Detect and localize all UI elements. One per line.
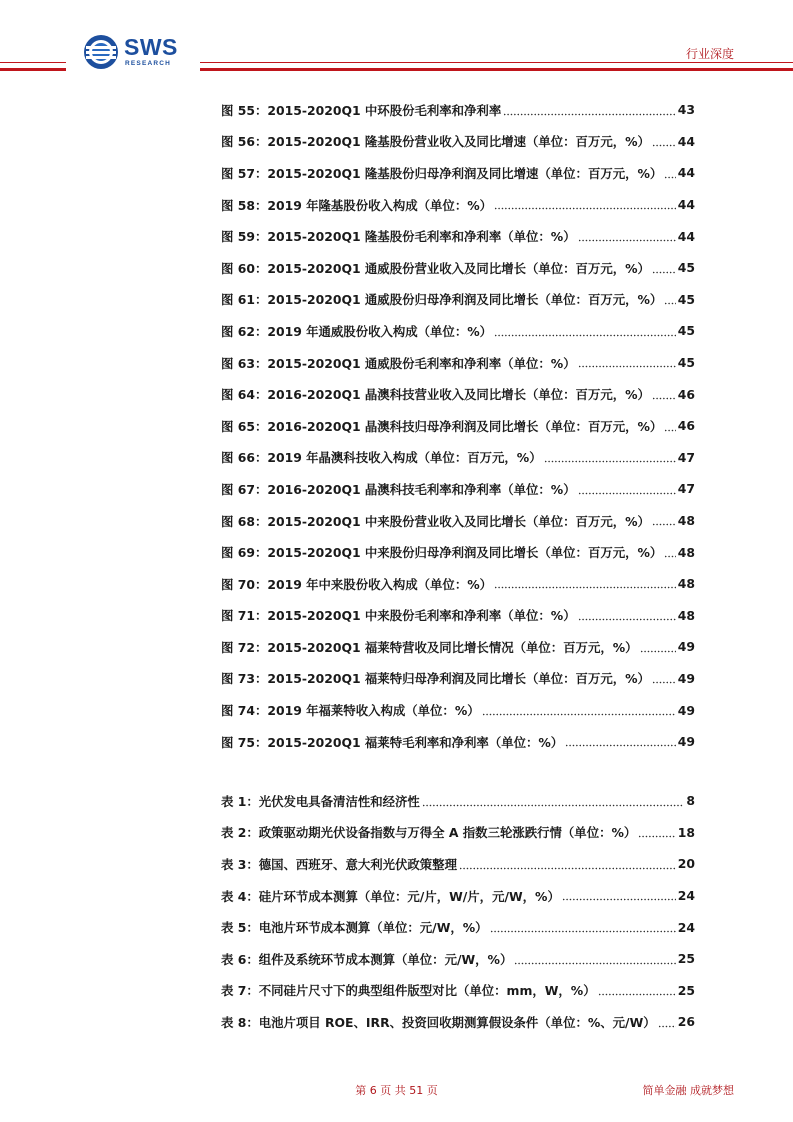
toc-entry-page-number: 46: [677, 386, 695, 402]
toc-entry-label: 图 74：2019 年福莱特收入构成（单位：%）: [221, 703, 480, 719]
figure-toc-entry[interactable]: [221, 600, 695, 632]
toc-entry-label: 图 64：2016-2020Q1 晶澳科技营业收入及同比增长（单位：百万元，%）: [221, 387, 650, 403]
header-rule-thick-left: [0, 68, 66, 71]
toc-entry-label: 图 60：2015-2020Q1 通威股份营业收入及同比增长（单位：百万元，%）: [221, 260, 650, 276]
dot-leader: [578, 484, 676, 496]
dot-leader: [459, 859, 676, 871]
figure-toc-entry[interactable]: [221, 157, 695, 189]
toc-entry-page-number: 48: [677, 607, 695, 623]
toc-entry-label: 图 55：2015-2020Q1 中环股份毛利率和净利率: [221, 102, 502, 118]
dot-leader: [562, 890, 676, 902]
figure-toc-entry[interactable]: [221, 410, 695, 442]
toc-entry-label: 图 68：2015-2020Q1 中来股份营业收入及同比增长（单位：百万元，%）: [221, 513, 650, 529]
dot-leader: [652, 673, 676, 685]
figure-toc-entry[interactable]: [221, 284, 695, 316]
dot-leader: [652, 263, 676, 275]
toc-entry-label: 图 65：2016-2020Q1 晶澳科技归母净利润及同比增长（单位：百万元，%）: [221, 418, 663, 434]
table-toc-entry[interactable]: [221, 975, 695, 1007]
toc-entry-page-number: 44: [677, 133, 695, 149]
toc-entry-page-number: 43: [677, 102, 695, 118]
toc-entry-page-number: 45: [677, 323, 695, 339]
header-rule-thin-left: [0, 62, 66, 63]
figure-toc-entry[interactable]: [221, 378, 695, 410]
toc-entry-label: 表 3：德国、西班牙、意大利光伏政策整理: [221, 856, 457, 872]
toc-entry-page-number: 18: [677, 824, 695, 840]
table-toc-entry[interactable]: [221, 880, 695, 912]
company-logo: [83, 34, 178, 70]
figure-toc-entry[interactable]: [221, 694, 695, 726]
dot-leader: [664, 547, 675, 559]
figure-toc-entry[interactable]: [221, 473, 695, 505]
report-type-tag: 行业深度: [685, 47, 734, 61]
dot-leader: [664, 421, 675, 433]
toc-entry-label: 图 62：2019 年通威股份收入构成（单位：%）: [221, 323, 493, 339]
toc-entry-page-number: 48: [677, 544, 695, 560]
toc-entry-label: 图 69：2015-2020Q1 中来股份归母净利润及同比增长（单位：百万元，%）: [221, 545, 663, 561]
table-list: [221, 785, 695, 1038]
table-toc-entry[interactable]: [221, 1006, 695, 1038]
toc-entry-label: 表 5：电池片环节成本测算（单位：元/W，%）: [221, 920, 488, 936]
toc-entry-label: 图 59：2015-2020Q1 隆基股份毛利率和净利率（单位：%）: [221, 229, 576, 245]
toc-entry-label: 图 67：2016-2020Q1 晶澳科技毛利率和净利率（单位：%）: [221, 481, 576, 497]
toc-entry-label: 表 4：硅片环节成本测算（单位：元/片，W/片，元/W，%）: [221, 888, 560, 904]
header-rule-thin-right: [200, 62, 793, 63]
toc-entry-page-number: 26: [677, 1014, 695, 1030]
toc-entry-page-number: 24: [677, 888, 695, 904]
toc-entry-page-number: 48: [677, 576, 695, 592]
toc-entry-page-number: 25: [677, 982, 695, 998]
toc-entry-page-number: 46: [677, 418, 695, 434]
toc-entry-page-number: 49: [677, 702, 695, 718]
dot-leader: [422, 796, 685, 808]
figure-toc-entry[interactable]: [221, 347, 695, 379]
toc-entry-label: 表 7：不同硅片尺寸下的典型组件版型对比（单位：mm，W，%）: [221, 983, 596, 999]
dot-leader: [494, 579, 676, 591]
figure-toc-entry[interactable]: [221, 126, 695, 158]
dot-leader: [652, 389, 676, 401]
header-rule-thick-right: [200, 68, 793, 71]
toc-entry-label: 表 2：政策驱动期光伏设备指数与万得全 A 指数三轮涨跌行情（单位：%）: [221, 825, 637, 841]
toc-entry-label: 图 58：2019 年隆基股份收入构成（单位：%）: [221, 197, 493, 213]
toc-entry-label: 图 72：2015-2020Q1 福莱特营收及同比增长情况（单位：百万元，%）: [221, 639, 638, 655]
dot-leader: [544, 452, 676, 464]
toc-entry-label: 图 71：2015-2020Q1 中来股份毛利率和净利率（单位：%）: [221, 608, 576, 624]
figure-list: [221, 94, 695, 757]
table-toc-entry[interactable]: [221, 817, 695, 849]
figure-toc-entry[interactable]: [221, 94, 695, 126]
dot-leader: [494, 326, 676, 338]
toc-entry-page-number: 47: [677, 449, 695, 465]
toc-entry-page-number: 48: [677, 513, 695, 529]
toc-entry-label: 表 1：光伏发电具备清洁性和经济性: [221, 793, 420, 809]
dot-leader: [482, 705, 676, 717]
figure-toc-entry[interactable]: [221, 505, 695, 537]
toc-entry-page-number: 20: [677, 856, 695, 872]
toc-entry-page-number: 49: [677, 639, 695, 655]
dot-leader: [514, 954, 675, 966]
table-toc-entry[interactable]: [221, 911, 695, 943]
table-toc-entry[interactable]: [221, 785, 695, 817]
logo-subtitle: RESEARCH: [125, 60, 172, 68]
toc-entry-page-number: 44: [677, 197, 695, 213]
dot-leader: [664, 294, 675, 306]
figure-toc-entry[interactable]: [221, 536, 695, 568]
toc-entry-page-number: 49: [677, 734, 695, 750]
footer-slogan: 简单金融 成就梦想: [642, 1084, 734, 1097]
figure-toc-entry[interactable]: [221, 631, 695, 663]
toc-entry-page-number: 45: [677, 355, 695, 371]
figure-toc-entry[interactable]: [221, 442, 695, 474]
figure-toc-entry[interactable]: [221, 663, 695, 695]
toc-entry-label: 图 56：2015-2020Q1 隆基股份营业收入及同比增速（单位：百万元，%）: [221, 134, 650, 150]
sws-logo-icon: [83, 34, 119, 70]
table-toc-entry[interactable]: [221, 848, 695, 880]
dot-leader: [578, 610, 676, 622]
dot-leader: [640, 642, 676, 654]
dot-leader: [490, 922, 676, 934]
toc-entry-label: 图 66：2019 年晶澳科技收入构成（单位：百万元，%）: [221, 450, 542, 466]
figure-toc-entry[interactable]: [221, 568, 695, 600]
toc-entry-page-number: 49: [677, 670, 695, 686]
dot-leader: [658, 1017, 676, 1029]
dot-leader: [494, 199, 676, 211]
figure-toc-entry[interactable]: [221, 726, 695, 758]
toc-entry-label: 图 70：2019 年中来股份收入构成（单位：%）: [221, 576, 493, 592]
logo-name: SWS: [124, 34, 178, 61]
toc-entry-page-number: 44: [677, 165, 695, 181]
figure-toc-entry[interactable]: [221, 189, 695, 221]
dot-leader: [638, 827, 675, 839]
toc-entry-page-number: 45: [677, 291, 695, 307]
toc-entry-page-number: 8: [686, 793, 695, 809]
toc-entry-label: 图 63：2015-2020Q1 通威股份毛利率和净利率（单位：%）: [221, 355, 576, 371]
dot-leader: [652, 515, 676, 527]
toc-entry-label: 表 8：电池片项目 ROE、IRR、投资回收期测算假设条件（单位：%、元/W）: [221, 1014, 656, 1030]
figure-toc-entry[interactable]: [221, 315, 695, 347]
toc-entry-page-number: 45: [677, 260, 695, 276]
table-toc-entry[interactable]: [221, 943, 695, 975]
dot-leader: [578, 231, 676, 243]
dot-leader: [565, 736, 676, 748]
toc-entry-page-number: 25: [677, 951, 695, 967]
page-number: 第 6 页 共 51 页: [355, 1084, 438, 1097]
toc-entry-page-number: 24: [677, 919, 695, 935]
toc-entry-label: 图 57：2015-2020Q1 隆基股份归母净利润及同比增速（单位：百万元，%）: [221, 165, 663, 181]
dot-leader: [652, 136, 676, 148]
figure-toc-entry[interactable]: [221, 220, 695, 252]
dot-leader: [598, 985, 676, 997]
toc-entry-page-number: 44: [677, 228, 695, 244]
toc-entry-label: 图 73：2015-2020Q1 福莱特归母净利润及同比增长（单位：百万元，%）: [221, 671, 650, 687]
dot-leader: [503, 105, 676, 117]
dot-leader: [664, 168, 675, 180]
figure-toc-entry[interactable]: [221, 252, 695, 284]
toc-entry-label: 图 61：2015-2020Q1 通威股份归母净利润及同比增长（单位：百万元，%）: [221, 292, 663, 308]
toc-entry-label: 表 6：组件及系统环节成本测算（单位：元/W，%）: [221, 951, 513, 967]
toc-entry-page-number: 47: [677, 481, 695, 497]
dot-leader: [578, 357, 676, 369]
toc-entry-label: 图 75：2015-2020Q1 福莱特毛利率和净利率（单位：%）: [221, 734, 564, 750]
